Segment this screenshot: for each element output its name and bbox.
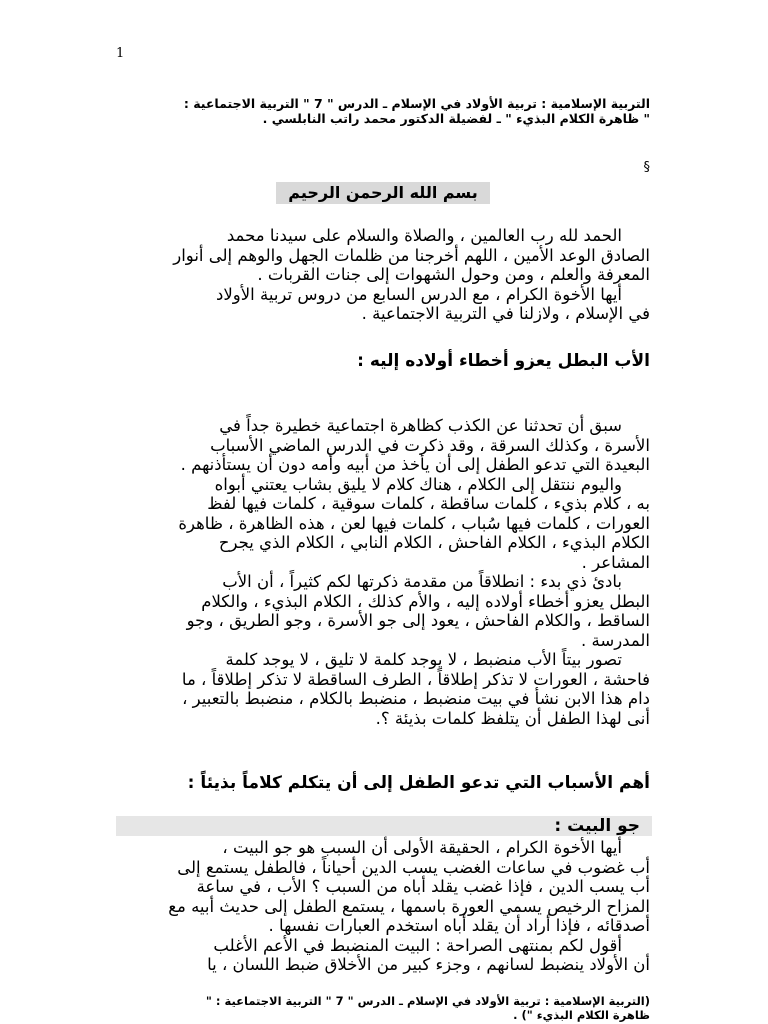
footer-note [110, 994, 650, 1022]
basmala-heading: بسم الله الرحمن الرحيم [276, 182, 490, 204]
text-line: الساقط ، والكلام الفاحش ، يعود إلى جو الأسرة ، وجو الطريق ، وجو [186, 611, 650, 630]
text-line: واليوم ننتقل إلى الكلام ، هناك كلام لا يليق بشاب يعتني أبواه [214, 474, 622, 494]
page-number: 1 [116, 46, 125, 61]
text-line: به ، كلام بذيء ، كلمات ساقطة ، كلمات سوقية ، كلمات فيها لفظ [207, 494, 650, 513]
section-2-paragraphs [110, 838, 650, 975]
text-line: البطل يعزو أخطاء أولاده إليه ، والأم كذلك ، الكلام البذيء ، والكلام [201, 591, 650, 611]
text-line: أب غضوب في ساعات الغضب يسب الدين أحياناً ، فالطفل يستمع إلى [177, 857, 650, 877]
text-line: المزاح الرخيص يسمي العورة باسمها ، يستمع الطفل إلى حديث أبيه مع [168, 896, 650, 916]
text-line: العورات ، كلمات فيها سُباب ، كلمات فيها لعن ، هذه الظاهرة ، ظاهرة [178, 513, 650, 533]
text-line: الأسرة ، وكذلك السرقة ، وقد ذكرت في الدرس الماضي الأسباب [210, 435, 650, 455]
text-line: أنى لهذا الطفل أن يتلفظ كلمات بذيئة ؟. [375, 708, 650, 728]
text-line: في الإسلام ، ولازلنا في التربية الاجتماعية . [361, 304, 650, 323]
text-line: أن الأولاد ينضبط لسانهم ، وجزء كبير من الأخلاق ضبط اللسان ، يا [207, 955, 650, 974]
intro-paragraph [110, 226, 650, 324]
text-line: المشاعر . [581, 552, 650, 572]
text-line: المعرفة والعلم ، ومن وحول الشهوات إلى جنات القربات . [257, 265, 650, 284]
text-line: فاحشة ، العورات لا تذكر إطلاقاً ، الطرف الساقطة لا تذكر إطلاقاً ، ما [181, 669, 650, 689]
text-line: البعيدة التي تدعو الطفل إلى أن يأخذ من أبيه وأمه دون أن يستأذنهم . [180, 455, 650, 474]
heading-home-atmosphere: جو البيت : [554, 816, 640, 836]
heading-reasons: أهم الأسباب التي تدعو الطفل إلى أن يتكلم كلاماً بذيئاً : [187, 773, 650, 793]
text-line: الحمد لله رب العالمين ، والصلاة والسلام على سيدنا محمد [226, 226, 622, 245]
heading-father-hero: الأب البطل يعزو أخطاء أولاده إليه : [357, 351, 650, 371]
footer-line-2: ظاهرة الكلام البذيء ") . [513, 1008, 650, 1022]
text-line: الصادق الوعد الأمين ، اللهم أخرجنا من ظلمات الجهل والوهم إلى أنوار [173, 245, 650, 265]
document-title [110, 96, 650, 126]
section-1-paragraphs [110, 416, 650, 728]
text-line: تصور بيتاً الأب منضبط ، لا يوجد كلمة لا تليق ، لا يوجد كلمة [225, 650, 622, 669]
text-line: أيها الأخوة الكرام ، الحقيقة الأولى أن السبب هو جو البيت ، [222, 838, 622, 857]
footer-line-1: (التربية الإسلامية : تربية الأولاد في الإسلام ـ الدرس " 7 " التربية الاجتماعية : " [205, 994, 650, 1008]
title-line-1: التربية الإسلامية : تربية الأولاد في الإسلام ـ الدرس " 7 " التربية الاجتماعية : [183, 96, 650, 111]
text-line: أصدقائه ، فإذا أراد أن يقلد أباه استخدم العبارات نفسها . [268, 916, 650, 935]
text-line: أقول لكم بمنتهى الصراحة : البيت المنضبط في الأعم الأغلب [213, 935, 622, 955]
text-line: أب يسب الدين ، فإذا غضب يقلد أباه من السبب ؟ الأب ، في ساعة [196, 877, 650, 896]
section-mark: § [643, 160, 650, 175]
title-line-2: " ظاهرة الكلام البذيء " ـ لفضيلة الدكتور محمد راتب النابلسي . [262, 111, 650, 126]
text-line: بادئ ذي بدء : انطلاقاً من مقدمة ذكرتها لكم كثيراً ، أن الأب [222, 572, 622, 591]
text-line: دام هذا الابن نشأ في بيت منضبط ، منضبط بالكلام ، منضبط بالتعبير ، [182, 689, 650, 708]
text-line: المدرسة . [581, 630, 650, 650]
text-line: سبق أن تحدثنا عن الكذب كظاهرة اجتماعية خطيرة جداً في [219, 416, 622, 435]
text-line: الكلام البذيء ، الكلام الفاحش ، الكلام النابي ، الكلام الذي يجرح [218, 533, 650, 552]
text-line: أيها الأخوة الكرام ، مع الدرس السابع من دروس تربية الأولاد [216, 284, 622, 304]
